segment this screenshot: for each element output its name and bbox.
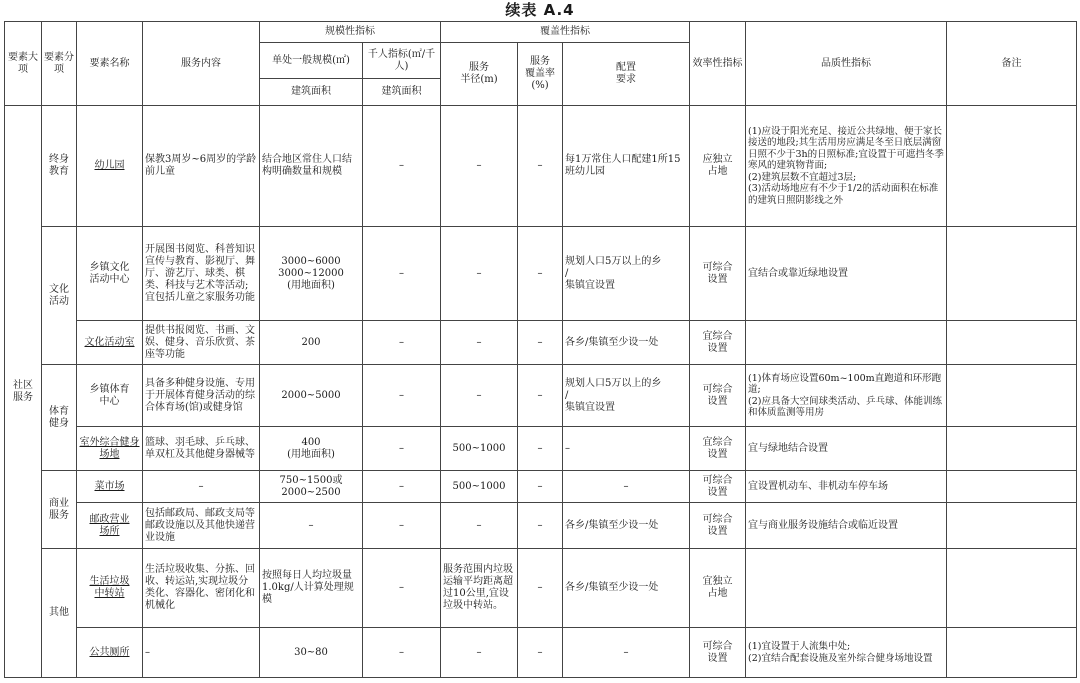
standards-table <box>4 21 1077 678</box>
per-thousand-cell: – <box>363 628 441 678</box>
efficiency-cell: 可综合 设置 <box>690 227 746 321</box>
element-name-cell: 邮政营业 场所 <box>77 503 143 549</box>
efficiency-cell: 可综合 设置 <box>690 471 746 503</box>
header-subcategory: 要素分项 <box>42 22 77 106</box>
quality-cell: 宜与商业服务设施结合或临近设置 <box>746 503 947 549</box>
efficiency-cell: 可综合 设置 <box>690 503 746 549</box>
coverage-cell: – <box>518 427 563 471</box>
header-remarks: 备注 <box>947 22 1077 106</box>
element-name-cell: 乡镇体育 中心 <box>77 365 143 427</box>
config-cell: 每1万常住人口配建1所15班幼儿园 <box>563 106 690 227</box>
config-cell: – <box>563 628 690 678</box>
header-element-name: 要素名称 <box>77 22 143 106</box>
coverage-cell: – <box>518 549 563 628</box>
quality-cell <box>746 549 947 628</box>
header-config-req: 配置 要求 <box>563 43 690 106</box>
efficiency-cell: 宜综合 设置 <box>690 321 746 365</box>
coverage-cell: – <box>518 106 563 227</box>
radius-cell: 500~1000 <box>441 427 518 471</box>
unit-scale-cell: 结合地区常住人口结构明确数量和规模 <box>260 106 363 227</box>
header-unit-scale: 单处一般规模(㎡) <box>260 43 363 79</box>
unit-scale-cell: 按照每日人均垃圾量1.0kg/人计算处理规模 <box>260 549 363 628</box>
header-scale-indicator: 规模性指标 <box>260 22 441 43</box>
config-cell: 规划人口5万以上的乡 / 集镇宜设置 <box>563 227 690 321</box>
unit-scale-cell: 3000~6000 3000~12000 (用地面积) <box>260 227 363 321</box>
element-name-cell: 菜市场 <box>77 471 143 503</box>
config-cell: 各乡/集镇至少设一处 <box>563 321 690 365</box>
quality-cell: (1)应设于阳光充足、接近公共绿地、便于家长接送的地段;其生活用房应满足冬至日底层满窗日照不少于3h的日照标准;宜设置于可遮挡冬季寒风的建筑物背面; (2)建筑层数不宜超过3层; (3)活动场地应有不少于1/2的活动面积在标准的建筑日照阴影线之外 <box>746 106 947 227</box>
quality-cell: 宜与绿地结合设置 <box>746 427 947 471</box>
subcategory-cell: 体育 健身 <box>42 365 77 471</box>
service-content-cell: – <box>143 628 260 678</box>
header-coverage-indicator: 覆盖性指标 <box>441 22 690 43</box>
unit-scale-cell: 750~1500或 2000~2500 <box>260 471 363 503</box>
element-name-cell: 室外综合健身场地 <box>77 427 143 471</box>
radius-cell: 500~1000 <box>441 471 518 503</box>
remarks-cell <box>947 427 1077 471</box>
per-thousand-cell: – <box>363 227 441 321</box>
coverage-cell: – <box>518 321 563 365</box>
service-content-cell: 生活垃圾收集、分拣、回收、转运站,实现垃圾分类化、容器化、密闭化和机械化 <box>143 549 260 628</box>
unit-scale-cell: 400 (用地面积) <box>260 427 363 471</box>
per-thousand-cell: – <box>363 321 441 365</box>
element-name-cell: 幼儿园 <box>77 106 143 227</box>
per-thousand-cell: – <box>363 549 441 628</box>
subcategory-cell: 终身 教育 <box>42 106 77 227</box>
subcategory-cell: 文化 活动 <box>42 227 77 365</box>
radius-cell: 服务范围内垃圾运输平均距离超过10公里,宜设垃圾中转站。 <box>441 549 518 628</box>
radius-cell: – <box>441 321 518 365</box>
efficiency-cell: 可综合 设置 <box>690 365 746 427</box>
radius-cell: – <box>441 628 518 678</box>
efficiency-cell: 应独立 占地 <box>690 106 746 227</box>
header-building-area: 建筑面积 <box>260 79 363 106</box>
config-cell: – <box>563 471 690 503</box>
quality-cell: (1)体育场应设置60m~100m直跑道和环形跑道; (2)应具备大空间球类活动、乒乓球、体能训练和体质监测等用房 <box>746 365 947 427</box>
coverage-cell: – <box>518 471 563 503</box>
unit-scale-cell: 30~80 <box>260 628 363 678</box>
remarks-cell <box>947 365 1077 427</box>
efficiency-cell: 宜独立 占地 <box>690 549 746 628</box>
config-cell: 规划人口5万以上的乡 / 集镇宜设置 <box>563 365 690 427</box>
remarks-cell <box>947 106 1077 227</box>
table-title: 续表 A.4 <box>505 1 575 19</box>
quality-cell: 宜设置机动车、非机动车停车场 <box>746 471 947 503</box>
category-cell: 社区 服务 <box>5 106 42 678</box>
service-content-cell: 提供书报阅览、书画、文娱、健身、音乐欣赏、茶座等功能 <box>143 321 260 365</box>
header-category: 要素大项 <box>5 22 42 106</box>
header-per-thousand: 千人指标(㎡/千人) <box>363 43 441 79</box>
efficiency-cell: 宜综合 设置 <box>690 427 746 471</box>
per-thousand-cell: – <box>363 106 441 227</box>
element-name-cell: 生活垃圾 中转站 <box>77 549 143 628</box>
config-cell: – <box>563 427 690 471</box>
element-name-cell: 文化活动室 <box>77 321 143 365</box>
radius-cell: – <box>441 106 518 227</box>
radius-cell: – <box>441 227 518 321</box>
header-service-radius: 服务 半径(m) <box>441 43 518 106</box>
per-thousand-cell: – <box>363 365 441 427</box>
service-content-cell: 篮球、羽毛球、乒乓球、单双杠及其他健身器械等 <box>143 427 260 471</box>
subcategory-cell: 商业 服务 <box>42 471 77 549</box>
service-content-cell: – <box>143 471 260 503</box>
header-quality: 品质性指标 <box>746 22 947 106</box>
header-service-content: 服务内容 <box>143 22 260 106</box>
element-name-cell: 公共厕所 <box>77 628 143 678</box>
header-efficiency: 效率性指标 <box>690 22 746 106</box>
efficiency-cell: 可综合 设置 <box>690 628 746 678</box>
unit-scale-cell: 2000~5000 <box>260 365 363 427</box>
header-building-area-2: 建筑面积 <box>363 79 441 106</box>
coverage-cell: – <box>518 227 563 321</box>
remarks-cell <box>947 628 1077 678</box>
remarks-cell <box>947 503 1077 549</box>
service-content-cell: 包括邮政局、邮政支局等邮政设施以及其他快递营业设施 <box>143 503 260 549</box>
remarks-cell <box>947 321 1077 365</box>
service-content-cell: 保教3周岁~6周岁的学龄前儿童 <box>143 106 260 227</box>
unit-scale-cell: 200 <box>260 321 363 365</box>
config-cell: 各乡/集镇至少设一处 <box>563 549 690 628</box>
element-name-cell: 乡镇文化 活动中心 <box>77 227 143 321</box>
service-content-cell: 开展图书阅览、科普知识宣传与教育、影视厅、舞厅、游艺厅、球类、棋类、科技与艺术等活动;宜包括儿童之家服务功能 <box>143 227 260 321</box>
radius-cell: – <box>441 503 518 549</box>
remarks-cell <box>947 471 1077 503</box>
per-thousand-cell: – <box>363 503 441 549</box>
coverage-cell: – <box>518 503 563 549</box>
quality-cell: (1)宜设置于人流集中处; (2)宜结合配套设施及室外综合健身场地设置 <box>746 628 947 678</box>
coverage-cell: – <box>518 628 563 678</box>
per-thousand-cell: – <box>363 471 441 503</box>
coverage-cell: – <box>518 365 563 427</box>
unit-scale-cell: – <box>260 503 363 549</box>
quality-cell: 宜结合或靠近绿地设置 <box>746 227 947 321</box>
quality-cell <box>746 321 947 365</box>
per-thousand-cell: – <box>363 427 441 471</box>
config-cell: 各乡/集镇至少设一处 <box>563 503 690 549</box>
remarks-cell <box>947 549 1077 628</box>
service-content-cell: 具备多种健身设施、专用于开展体育健身活动的综合体育场(馆)或健身馆 <box>143 365 260 427</box>
header-coverage-rate: 服务 覆盖率 (%) <box>518 43 563 106</box>
remarks-cell <box>947 227 1077 321</box>
radius-cell: – <box>441 365 518 427</box>
subcategory-cell: 其他 <box>42 549 77 678</box>
